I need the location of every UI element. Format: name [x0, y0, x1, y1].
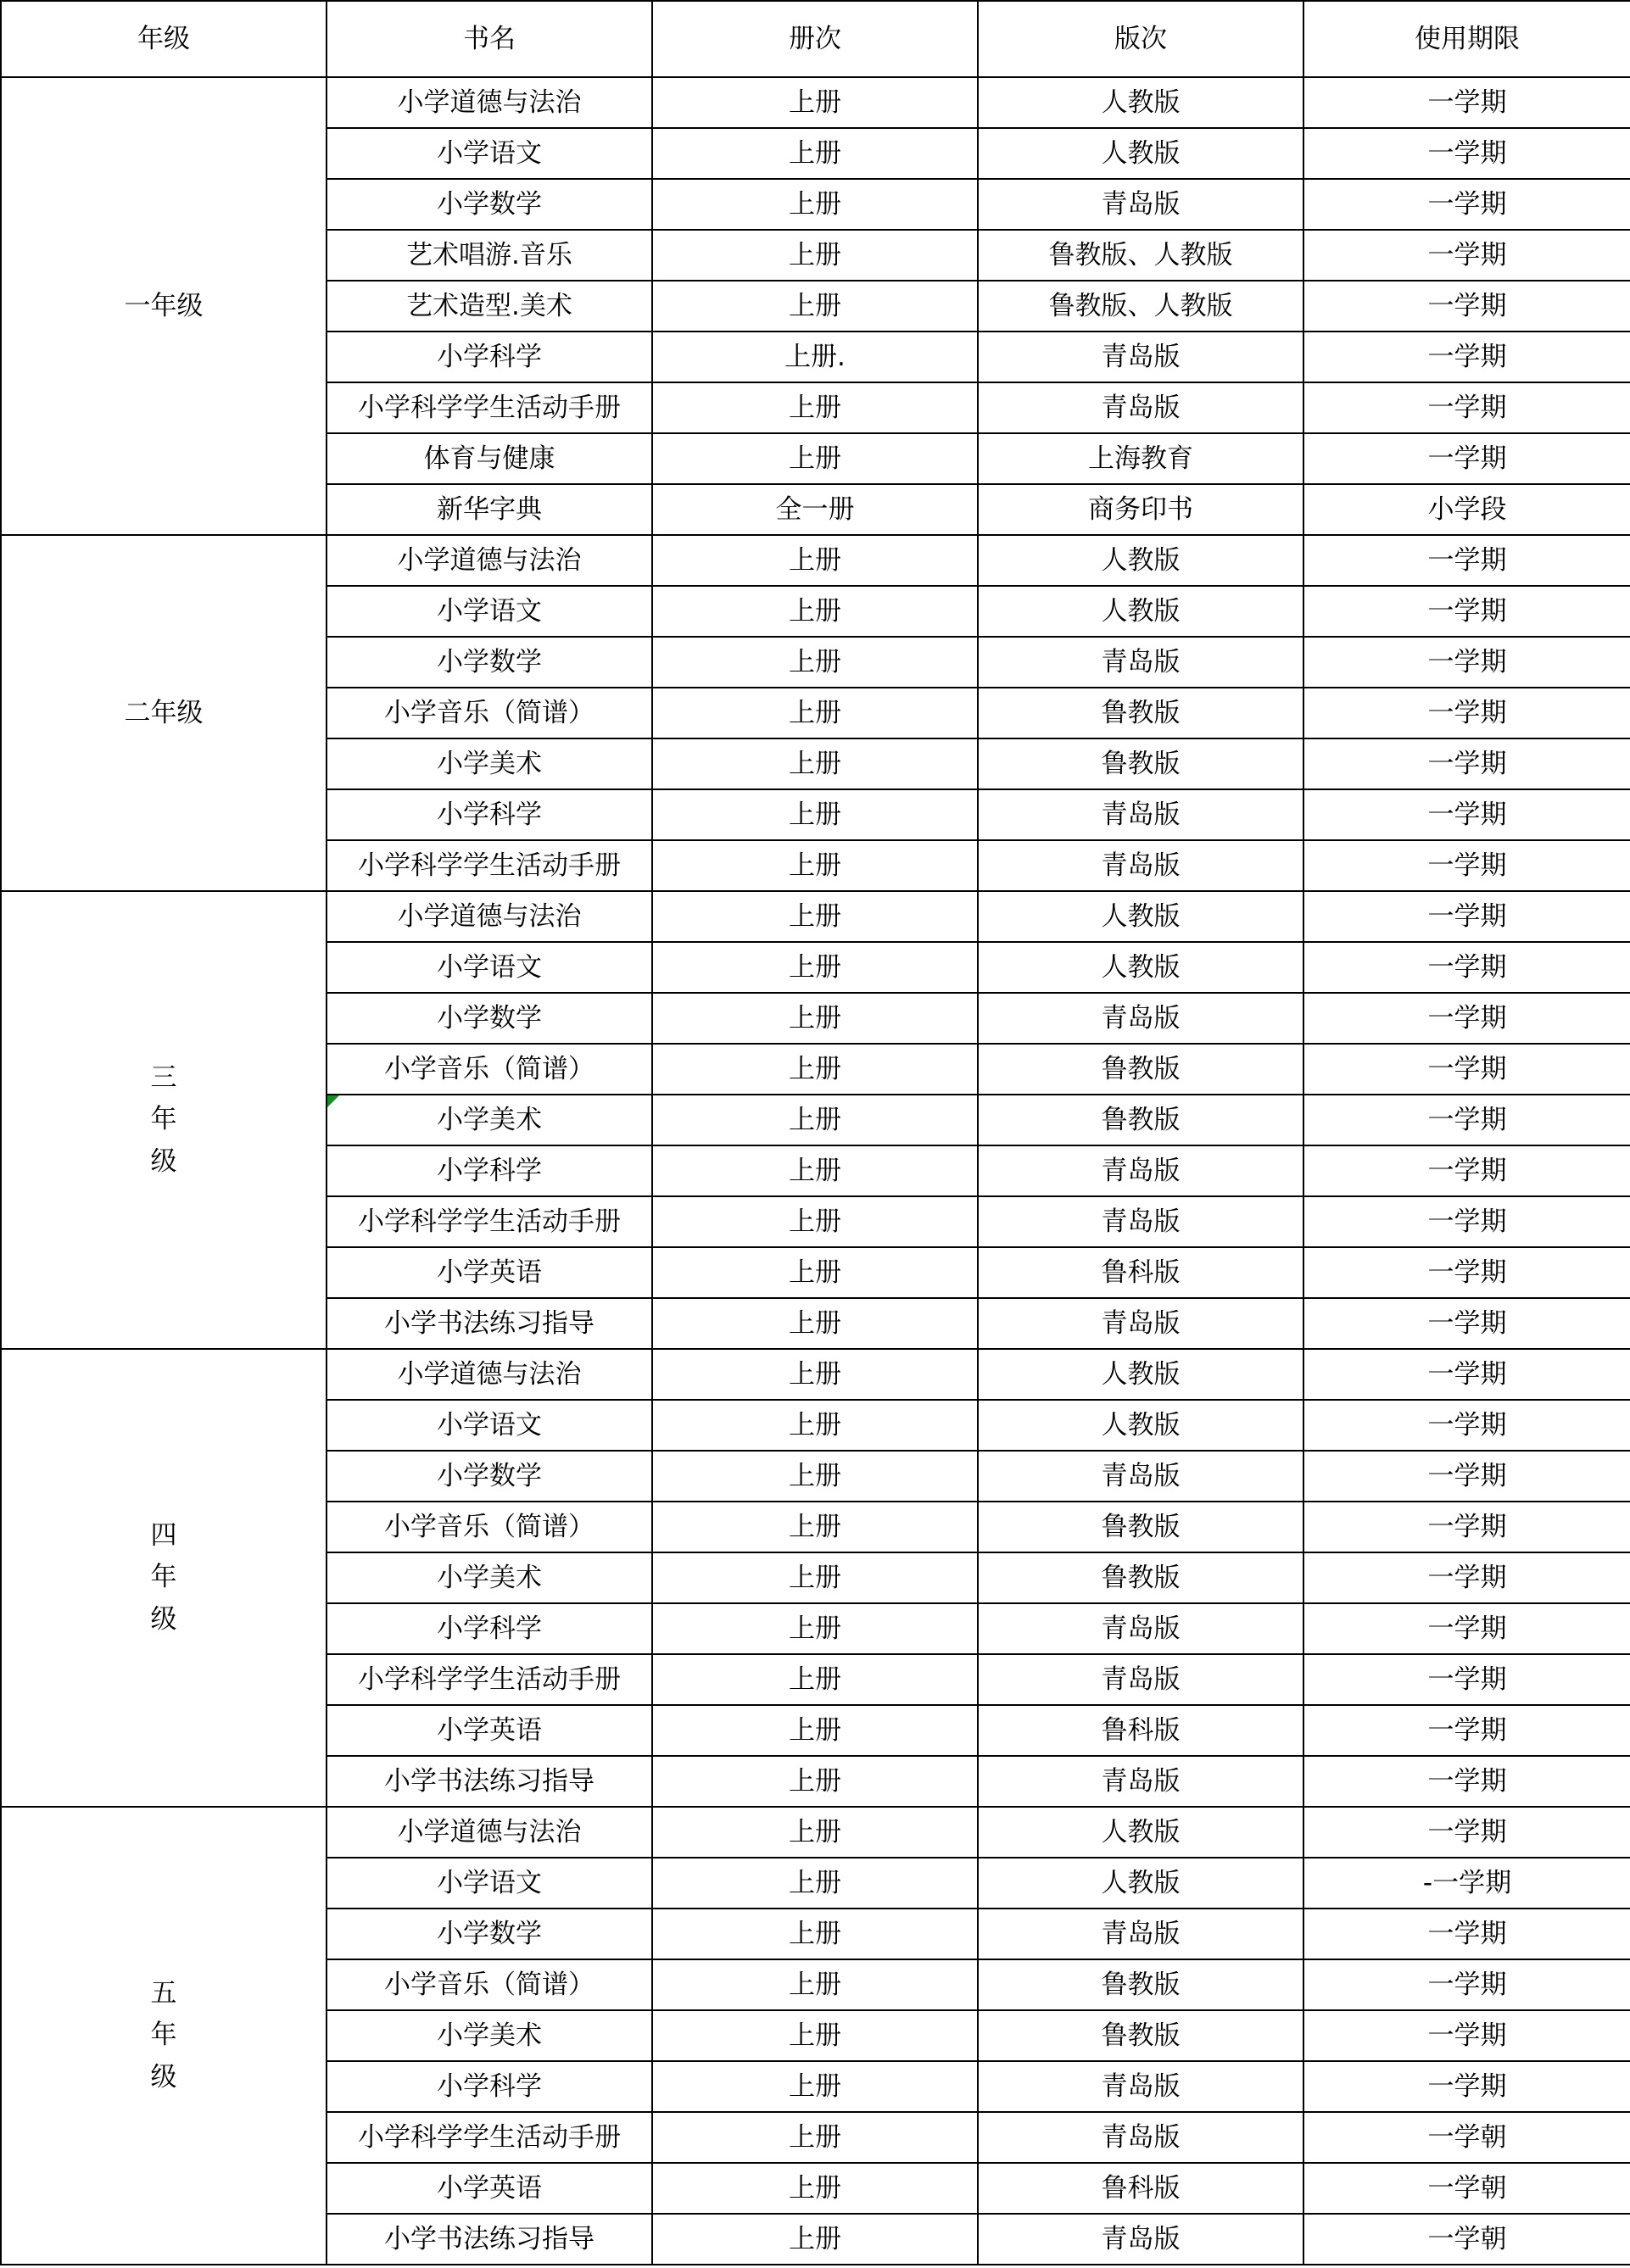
book-name-cell: 小学书法练习指导 — [327, 1298, 652, 1349]
edition-cell: 青岛版 — [978, 1196, 1303, 1247]
book-name-cell: 小学科学学生活动手册 — [327, 2112, 652, 2163]
book-name-cell: 小学语文 — [327, 1858, 652, 1909]
book-name-cell: 小学科学学生活动手册 — [327, 382, 652, 433]
book-name-cell: 小学英语 — [327, 2163, 652, 2214]
volume-cell: 上册 — [652, 433, 978, 484]
term-cell: 一学朝 — [1303, 2112, 1630, 2163]
term-cell: 一学期 — [1303, 433, 1630, 484]
term-cell: 一学期 — [1303, 1705, 1630, 1756]
edition-cell: 鲁教版 — [978, 688, 1303, 738]
edition-cell: 鲁科版 — [978, 1705, 1303, 1756]
term-cell: 一学期 — [1303, 1247, 1630, 1298]
edition-cell: 人教版 — [978, 942, 1303, 993]
table-row — [1, 535, 1630, 586]
header-volume: 册次 — [652, 1, 978, 77]
edition-cell: 人教版 — [978, 1349, 1303, 1400]
term-cell: 一学期 — [1303, 1502, 1630, 1552]
term-cell: 一学期 — [1303, 1603, 1630, 1654]
volume-cell: 上册 — [652, 1095, 978, 1145]
term-cell: 一学期 — [1303, 2010, 1630, 2061]
grade-label: 五年级 — [150, 1977, 177, 2092]
edition-cell: 人教版 — [978, 1807, 1303, 1858]
term-cell: 一学期 — [1303, 535, 1630, 586]
header-edition: 版次 — [978, 1, 1303, 77]
edition-cell: 人教版 — [978, 1400, 1303, 1451]
edition-cell: 青岛版 — [978, 789, 1303, 840]
header-grade: 年级 — [1, 1, 327, 77]
edition-cell: 鲁科版 — [978, 2163, 1303, 2214]
volume-cell: 上册 — [652, 789, 978, 840]
term-cell: 一学期 — [1303, 891, 1630, 942]
volume-cell: 上册 — [652, 1909, 978, 1959]
term-cell: 一学期 — [1303, 1451, 1630, 1502]
grade-cell — [1, 1349, 327, 1807]
edition-cell: 青岛版 — [978, 382, 1303, 433]
term-cell: 一学期 — [1303, 1196, 1630, 1247]
term-cell: 一学期 — [1303, 840, 1630, 891]
edition-cell: 人教版 — [978, 535, 1303, 586]
edition-cell: 商务印书 — [978, 484, 1303, 535]
book-name-cell: 小学音乐（简谱） — [327, 1502, 652, 1552]
volume-cell: 上册 — [652, 1705, 978, 1756]
volume-cell: 上册 — [652, 2061, 978, 2112]
edition-cell: 青岛版 — [978, 1145, 1303, 1196]
term-cell: 一学期 — [1303, 230, 1630, 281]
book-name-cell: 小学美术 — [327, 1552, 652, 1603]
term-cell: 一学期 — [1303, 1909, 1630, 1959]
book-name-cell: 小学科学学生活动手册 — [327, 1654, 652, 1705]
volume-cell: 上册 — [652, 586, 978, 637]
term-cell: 一学期 — [1303, 1044, 1630, 1095]
edition-cell: 鲁教版 — [978, 1502, 1303, 1552]
book-name-cell: 小学数学 — [327, 637, 652, 688]
edition-cell: 青岛版 — [978, 179, 1303, 230]
grade-label: 二年级 — [124, 697, 204, 728]
book-name-cell: 小学音乐（简谱） — [327, 1959, 652, 2010]
book-name-cell: 小学道德与法治 — [327, 1807, 652, 1858]
term-cell: 一学期 — [1303, 586, 1630, 637]
volume-cell: 上册 — [652, 1145, 978, 1196]
volume-cell: 上册 — [652, 942, 978, 993]
term-cell: 一学期 — [1303, 789, 1630, 840]
edition-cell: 青岛版 — [978, 2061, 1303, 2112]
edition-cell: 青岛版 — [978, 332, 1303, 382]
edition-cell: 青岛版 — [978, 637, 1303, 688]
book-name-cell: 艺术造型.美术 — [327, 281, 652, 332]
book-name-cell: 小学科学 — [327, 1603, 652, 1654]
table-row — [1, 77, 1630, 128]
term-cell: 一学期 — [1303, 179, 1630, 230]
volume-cell: 全一册 — [652, 484, 978, 535]
book-name-cell: 小学音乐（简谱） — [327, 688, 652, 738]
volume-cell: 上册 — [652, 535, 978, 586]
book-name-cell: 新华字典 — [327, 484, 652, 535]
book-name-cell: 小学数学 — [327, 1451, 652, 1502]
grade-cell — [1, 535, 327, 891]
term-cell: 一学期 — [1303, 128, 1630, 179]
edition-cell: 鲁教版、人教版 — [978, 281, 1303, 332]
term-cell: 一学期 — [1303, 2061, 1630, 2112]
edition-cell: 鲁教版 — [978, 1044, 1303, 1095]
grade-cell — [1, 891, 327, 1349]
term-cell: 一学期 — [1303, 738, 1630, 789]
volume-cell: 上册 — [652, 1247, 978, 1298]
volume-cell: 上册 — [652, 688, 978, 738]
edition-cell: 鲁教版 — [978, 738, 1303, 789]
book-name-cell: 小学美术 — [327, 738, 652, 789]
volume-cell: 上册 — [652, 1196, 978, 1247]
volume-cell: 上册 — [652, 1044, 978, 1095]
book-name-cell: 小学科学学生活动手册 — [327, 1196, 652, 1247]
book-name-cell: 小学语文 — [327, 586, 652, 637]
term-cell: 一学期 — [1303, 637, 1630, 688]
volume-cell: 上册 — [652, 738, 978, 789]
term-cell: 一学期 — [1303, 1654, 1630, 1705]
edition-cell: 鲁教版、人教版 — [978, 230, 1303, 281]
term-cell: 一学期 — [1303, 688, 1630, 738]
volume-cell: 上册 — [652, 1552, 978, 1603]
edition-cell: 青岛版 — [978, 2214, 1303, 2265]
edition-cell: 鲁教版 — [978, 1552, 1303, 1603]
volume-cell: 上册 — [652, 2010, 978, 2061]
edition-cell: 鲁教版 — [978, 1959, 1303, 2010]
term-cell: 一学期 — [1303, 1959, 1630, 2010]
book-name-cell: 小学音乐（简谱） — [327, 1044, 652, 1095]
term-cell: 一学期 — [1303, 942, 1630, 993]
book-name-cell: 小学语文 — [327, 942, 652, 993]
term-cell: 一学期 — [1303, 1400, 1630, 1451]
book-name-cell: 小学道德与法治 — [327, 891, 652, 942]
edition-cell: 人教版 — [978, 1858, 1303, 1909]
header-book-name: 书名 — [327, 1, 652, 77]
volume-cell: 上册. — [652, 332, 978, 382]
edition-cell: 青岛版 — [978, 1451, 1303, 1502]
book-name-cell: 小学英语 — [327, 1705, 652, 1756]
term-cell: 一学朝 — [1303, 2163, 1630, 2214]
book-name-cell: 艺术唱游.音乐 — [327, 230, 652, 281]
book-name-cell: 小学书法练习指导 — [327, 1756, 652, 1807]
term-cell: 一学朝 — [1303, 2214, 1630, 2265]
volume-cell: 上册 — [652, 1400, 978, 1451]
term-cell: 一学期 — [1303, 77, 1630, 128]
volume-cell: 上册 — [652, 2163, 978, 2214]
table-row — [1, 1807, 1630, 1858]
volume-cell: 上册 — [652, 1756, 978, 1807]
edition-cell: 鲁科版 — [978, 1247, 1303, 1298]
volume-cell: 上册 — [652, 1451, 978, 1502]
header-row — [1, 1, 1630, 77]
term-cell: 一学期 — [1303, 1145, 1630, 1196]
term-cell: 一学期 — [1303, 1298, 1630, 1349]
book-name-cell: 小学道德与法治 — [327, 77, 652, 128]
book-name-cell: 小学数学 — [327, 179, 652, 230]
edition-cell: 上海教育 — [978, 433, 1303, 484]
volume-cell: 上册 — [652, 1349, 978, 1400]
edition-cell: 人教版 — [978, 128, 1303, 179]
volume-cell: 上册 — [652, 179, 978, 230]
edition-cell: 青岛版 — [978, 1654, 1303, 1705]
volume-cell: 上册 — [652, 993, 978, 1044]
term-cell: -一学期 — [1303, 1858, 1630, 1909]
book-name-cell: 小学语文 — [327, 128, 652, 179]
edition-cell: 鲁教版 — [978, 1095, 1303, 1145]
term-cell: 一学期 — [1303, 281, 1630, 332]
book-name-cell: 小学美术 — [327, 2010, 652, 2061]
volume-cell: 上册 — [652, 1959, 978, 2010]
volume-cell: 上册 — [652, 77, 978, 128]
book-name-cell: 小学科学学生活动手册 — [327, 840, 652, 891]
book-name-cell: 体育与健康 — [327, 433, 652, 484]
volume-cell: 上册 — [652, 1858, 978, 1909]
volume-cell: 上册 — [652, 1603, 978, 1654]
book-name-cell: 小学道德与法治 — [327, 1349, 652, 1400]
volume-cell: 上册 — [652, 637, 978, 688]
book-name-cell: 小学语文 — [327, 1400, 652, 1451]
volume-cell: 上册 — [652, 281, 978, 332]
book-name-cell: 小学科学 — [327, 332, 652, 382]
book-name-cell: 小学道德与法治 — [327, 535, 652, 586]
edition-cell: 青岛版 — [978, 1909, 1303, 1959]
edition-cell: 青岛版 — [978, 1756, 1303, 1807]
volume-cell: 上册 — [652, 2112, 978, 2163]
volume-cell: 上册 — [652, 230, 978, 281]
book-name-cell: 小学书法练习指导 — [327, 2214, 652, 2265]
term-cell: 一学期 — [1303, 993, 1630, 1044]
edition-cell: 鲁教版 — [978, 2010, 1303, 2061]
term-cell: 一学期 — [1303, 1807, 1630, 1858]
term-cell: 一学期 — [1303, 332, 1630, 382]
header-term: 使用期限 — [1303, 1, 1630, 77]
term-cell: 一学期 — [1303, 382, 1630, 433]
term-cell: 一学期 — [1303, 1095, 1630, 1145]
book-name-cell: 小学英语 — [327, 1247, 652, 1298]
term-cell: 一学期 — [1303, 1349, 1630, 1400]
edition-cell: 人教版 — [978, 891, 1303, 942]
book-name-cell: 小学科学 — [327, 1145, 652, 1196]
volume-cell: 上册 — [652, 891, 978, 942]
table-row — [1, 891, 1630, 942]
volume-cell: 上册 — [652, 382, 978, 433]
book-name-cell: 小学科学 — [327, 2061, 652, 2112]
edition-cell: 人教版 — [978, 586, 1303, 637]
volume-cell: 上册 — [652, 840, 978, 891]
edition-cell: 青岛版 — [978, 1298, 1303, 1349]
term-cell: 一学期 — [1303, 1756, 1630, 1807]
volume-cell: 上册 — [652, 1654, 978, 1705]
book-name-cell: 小学科学 — [327, 789, 652, 840]
edition-cell: 青岛版 — [978, 993, 1303, 1044]
book-name-cell: 小学数学 — [327, 1909, 652, 1959]
volume-cell: 上册 — [652, 1298, 978, 1349]
book-name-cell: 小学数学 — [327, 993, 652, 1044]
volume-cell: 上册 — [652, 2214, 978, 2265]
edition-cell: 青岛版 — [978, 840, 1303, 891]
edition-cell: 人教版 — [978, 77, 1303, 128]
edition-cell: 青岛版 — [978, 2112, 1303, 2163]
term-cell: 一学期 — [1303, 1552, 1630, 1603]
grade-cell — [1, 77, 327, 535]
comment-marker-icon — [327, 1095, 339, 1107]
table-row — [1, 1349, 1630, 1400]
grade-label: 三年级 — [150, 1062, 177, 1177]
table-body — [1, 77, 1630, 2265]
volume-cell: 上册 — [652, 1807, 978, 1858]
grade-label: 四年级 — [150, 1519, 177, 1635]
volume-cell: 上册 — [652, 128, 978, 179]
term-cell: 小学段 — [1303, 484, 1630, 535]
grade-cell — [1, 1807, 327, 2265]
grade-label: 一年级 — [124, 290, 204, 321]
volume-cell: 上册 — [652, 1502, 978, 1552]
book-name-cell: 小学美术 — [327, 1095, 652, 1145]
edition-cell: 青岛版 — [978, 1603, 1303, 1654]
